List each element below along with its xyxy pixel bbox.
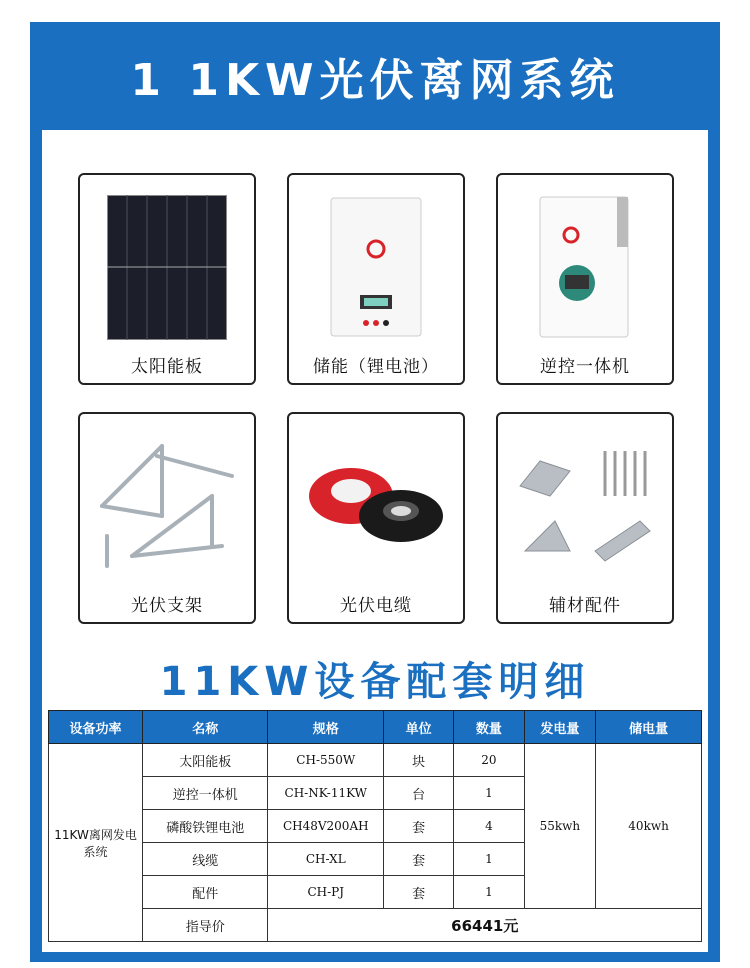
- product-card-inverter: [496, 173, 674, 385]
- qty-cell: 1: [454, 843, 524, 876]
- product-card-battery: [287, 173, 465, 385]
- system-name-cell: 11KW离网发电系统: [49, 744, 143, 942]
- price-label-cell: 指导价: [143, 909, 268, 942]
- name-cell: 逆控一体机: [143, 777, 268, 810]
- product-card-mount: [78, 412, 256, 624]
- generation-cell: 55kwh: [524, 744, 596, 909]
- column-header: 储电量: [596, 711, 702, 744]
- column-header: 规格: [268, 711, 384, 744]
- battery-image: [299, 185, 453, 349]
- spec-cell: CH-PJ: [268, 876, 384, 909]
- column-header: 设备功率: [49, 711, 143, 744]
- product-label: 太阳能板: [131, 357, 203, 377]
- product-label: 储能（锂电池）: [313, 357, 439, 377]
- spec-cell: CH48V200AH: [268, 810, 384, 843]
- unit-cell: 套: [384, 876, 454, 909]
- unit-cell: 块: [384, 744, 454, 777]
- table-title: 11KW设备配套明细: [159, 659, 591, 705]
- table-row: [49, 744, 702, 777]
- unit-cell: 套: [384, 810, 454, 843]
- product-label: 光伏支架: [131, 596, 203, 616]
- product-label: 逆控一体机: [540, 357, 630, 377]
- name-cell: 磷酸铁锂电池: [143, 810, 268, 843]
- product-card-solar-panel: [78, 173, 256, 385]
- product-label: 光伏电缆: [340, 596, 412, 616]
- solar-cable-image: [299, 424, 453, 588]
- solar-panel-image: [90, 185, 244, 349]
- spec-cell: CH-NK-11KW: [268, 777, 384, 810]
- column-header: 单位: [384, 711, 454, 744]
- page-title: 1 1KW光伏离网系统: [130, 55, 620, 106]
- qty-cell: 1: [454, 876, 524, 909]
- column-header: 数量: [454, 711, 524, 744]
- column-header: 发电量: [524, 711, 596, 744]
- product-label: 辅材配件: [549, 596, 621, 616]
- name-cell: 线缆: [143, 843, 268, 876]
- price-value-cell: 66441元: [268, 909, 702, 942]
- product-card-cable: [287, 412, 465, 624]
- unit-cell: 套: [384, 843, 454, 876]
- inverter-image: [508, 185, 662, 349]
- storage-cell: 40kwh: [596, 744, 702, 909]
- column-header: 名称: [143, 711, 268, 744]
- accessories-image: [508, 424, 662, 588]
- spec-cell: CH-XL: [268, 843, 384, 876]
- name-cell: 太阳能板: [143, 744, 268, 777]
- qty-cell: 20: [454, 744, 524, 777]
- solar-mount-image: [90, 424, 244, 588]
- qty-cell: 4: [454, 810, 524, 843]
- unit-cell: 台: [384, 777, 454, 810]
- name-cell: 配件: [143, 876, 268, 909]
- equipment-table: [48, 710, 702, 942]
- product-card-accessories: [496, 412, 674, 624]
- qty-cell: 1: [454, 777, 524, 810]
- price-row: [49, 909, 702, 942]
- spec-cell: CH-550W: [268, 744, 384, 777]
